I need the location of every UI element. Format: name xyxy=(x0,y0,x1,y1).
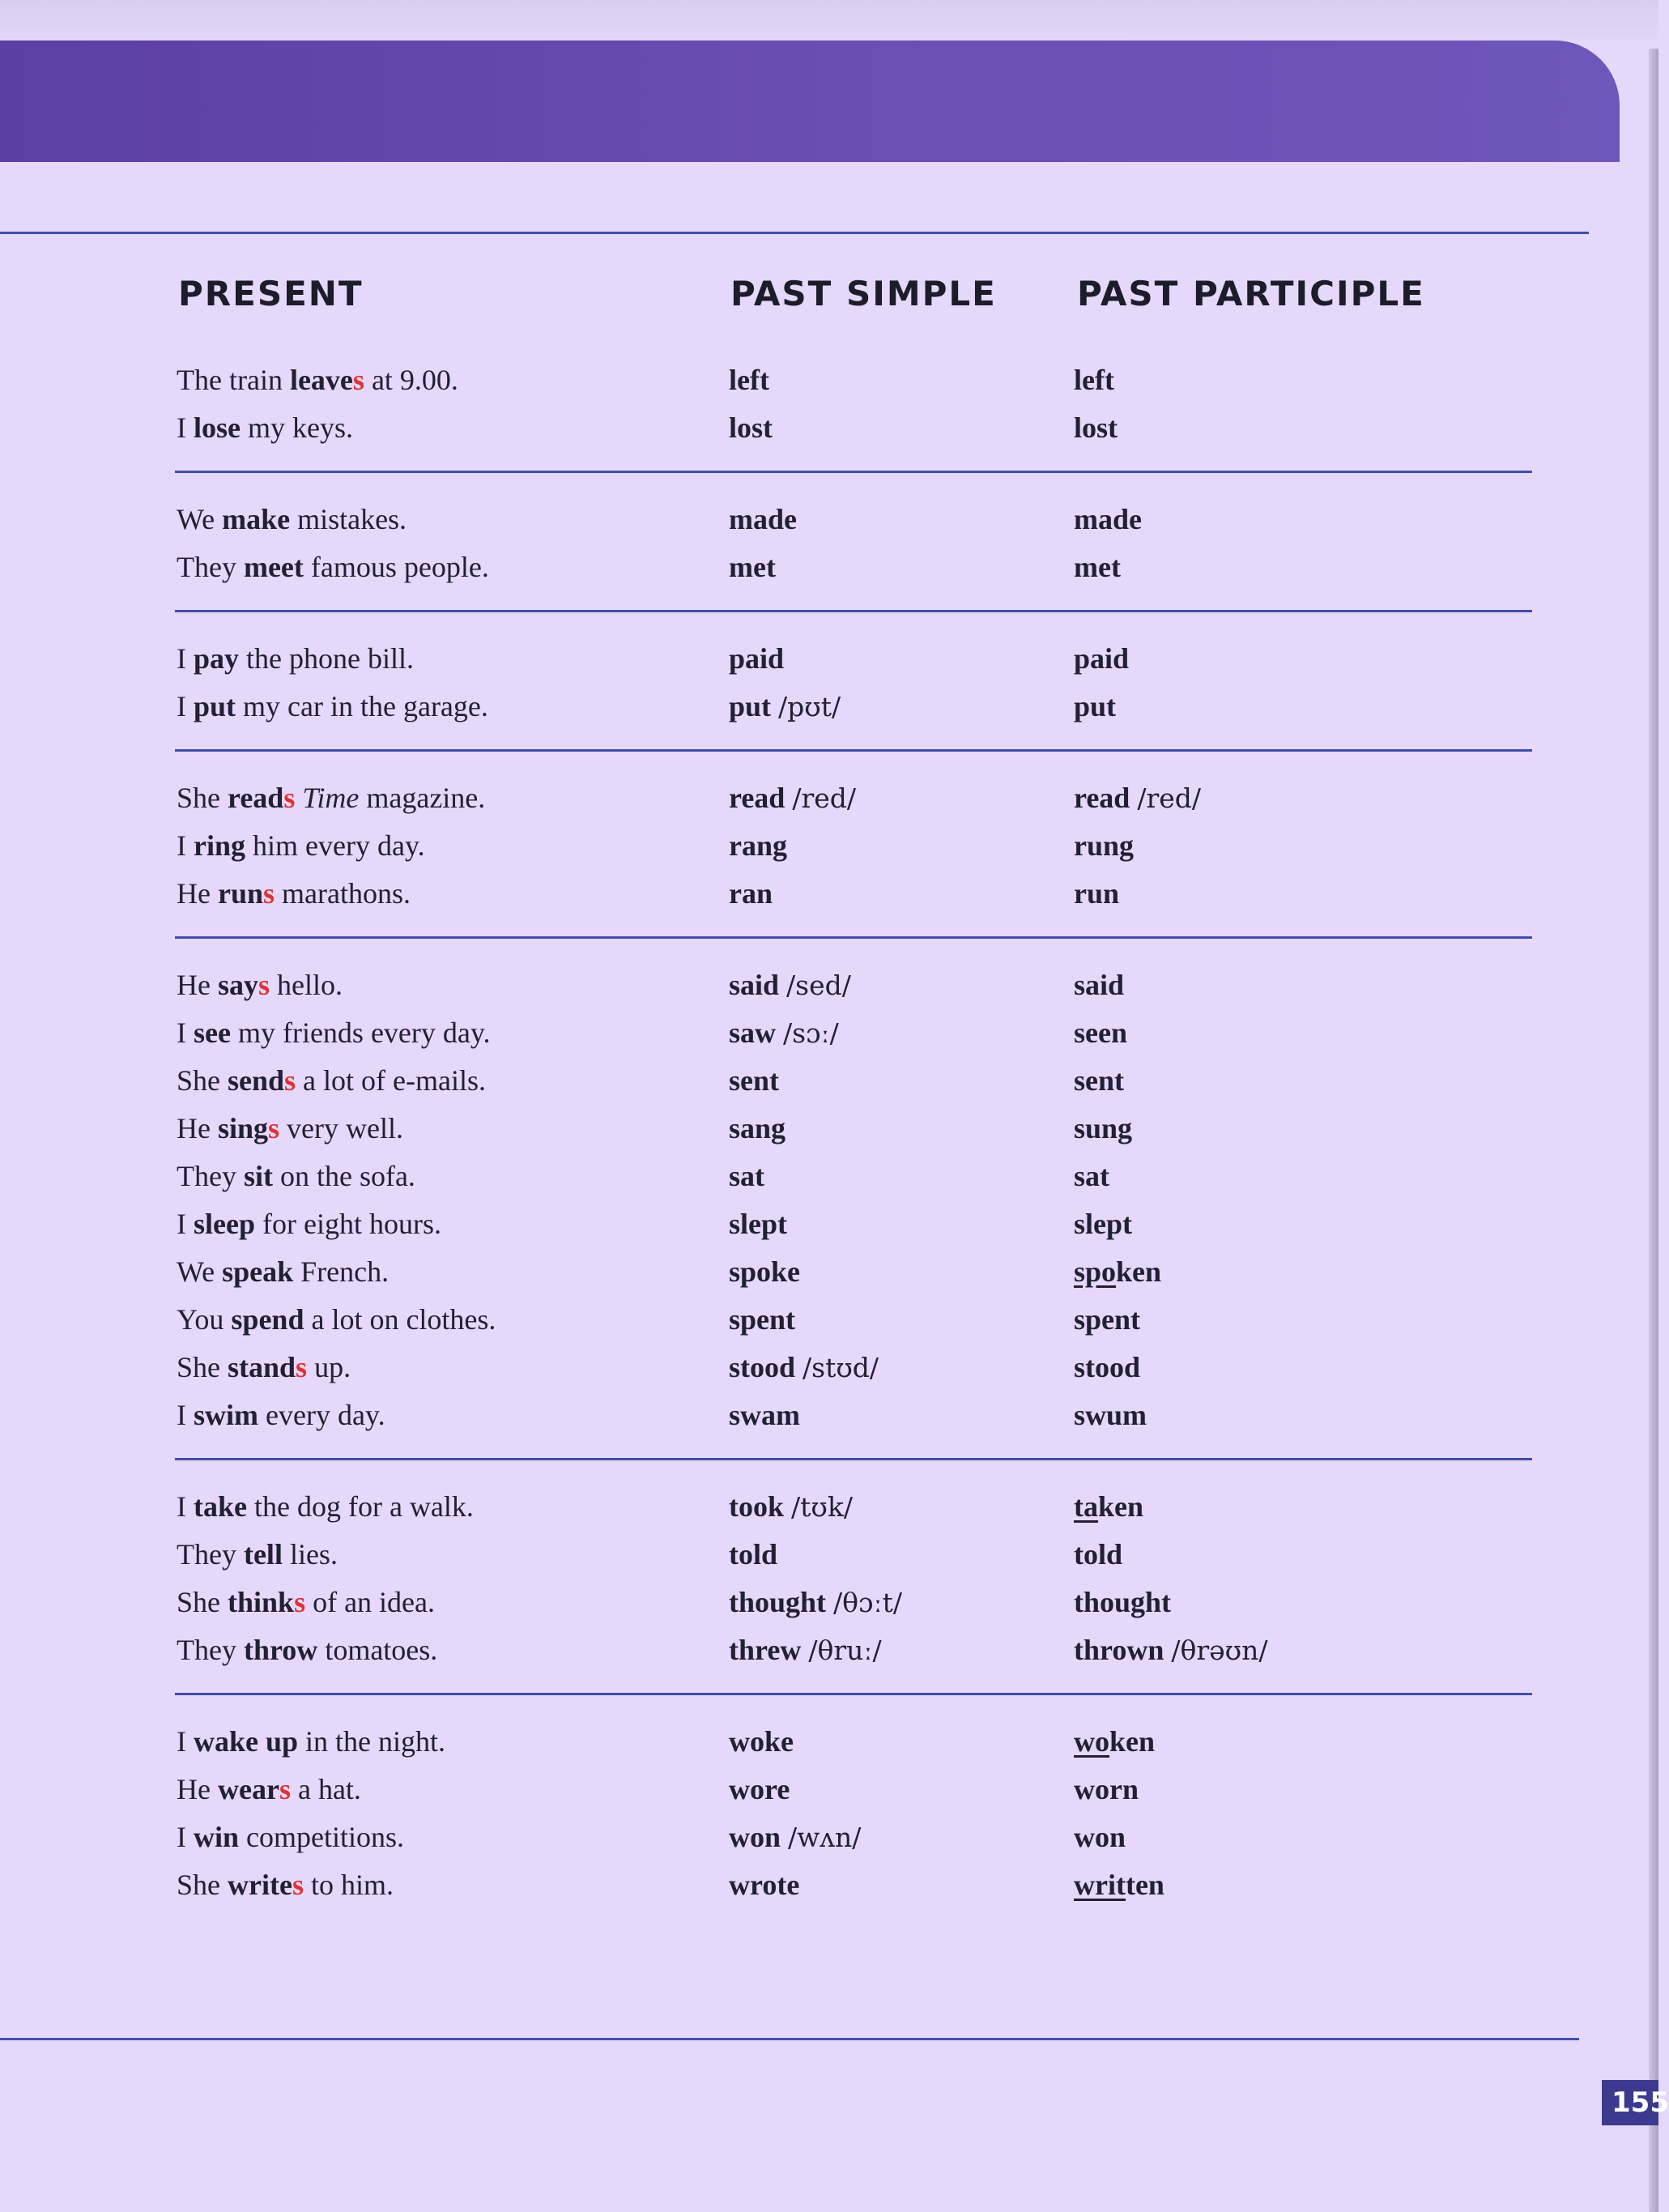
table-row xyxy=(0,1579,1539,1626)
past-simple-cell xyxy=(729,1009,839,1057)
past-simple-cell xyxy=(729,870,773,918)
sentence-subject: He xyxy=(177,969,218,1001)
past-simple-cell xyxy=(729,1344,879,1392)
past-simple-form: spoke xyxy=(729,1255,801,1288)
verb-base: run xyxy=(217,877,264,910)
verb-base: wake up xyxy=(194,1725,299,1758)
past-participle-form: read xyxy=(1074,782,1130,814)
sentence-subject: We xyxy=(177,1255,223,1288)
table-row xyxy=(0,1626,1539,1674)
present-sentence xyxy=(177,1296,496,1344)
past-participle-cell xyxy=(1074,683,1116,731)
past-participle-cell xyxy=(1074,1392,1147,1439)
past-participle-cell xyxy=(1074,1861,1164,1909)
past-simple-cell xyxy=(729,1718,794,1766)
present-sentence xyxy=(177,404,353,452)
past-simple-form: told xyxy=(729,1538,778,1571)
table-row xyxy=(0,1153,1539,1200)
past-participle-cell xyxy=(1074,1531,1122,1579)
past-simple-pronunciation: /wʌn/ xyxy=(788,1822,862,1853)
verb-base: say xyxy=(217,969,258,1001)
third-person-s: s xyxy=(283,782,296,814)
verb-group xyxy=(0,356,1539,473)
past-participle-cell xyxy=(1074,404,1118,452)
sentence-rest: up. xyxy=(307,1351,351,1383)
past-simple-form: thought xyxy=(729,1586,827,1618)
past-participle-form: ken xyxy=(1098,1490,1144,1523)
verb-base: ring xyxy=(194,829,246,862)
past-participle-cell xyxy=(1074,543,1121,591)
sentence-subject: She xyxy=(177,1064,228,1097)
table-row xyxy=(0,404,1539,452)
present-sentence xyxy=(177,1766,361,1813)
sentence-rest: in the night. xyxy=(298,1725,446,1758)
past-simple-cell xyxy=(729,1861,799,1909)
past-simple-cell xyxy=(729,356,769,404)
past-participle-form: left xyxy=(1074,364,1114,396)
sentence-rest: for eight hours. xyxy=(255,1208,441,1240)
past-participle-form: thought xyxy=(1074,1586,1172,1618)
sentence-subject: I xyxy=(177,1821,194,1853)
past-participle-form: ten xyxy=(1125,1869,1164,1901)
present-sentence xyxy=(177,683,488,731)
present-sentence xyxy=(177,961,343,1009)
column-headers xyxy=(0,274,1539,322)
table-row xyxy=(0,543,1539,591)
table-row xyxy=(0,822,1539,870)
sentence-rest: to him. xyxy=(303,1869,394,1901)
sentence-subject: I xyxy=(177,1016,194,1049)
sentence-rest: magazine. xyxy=(359,782,486,814)
page-number: 155 xyxy=(1602,2080,1658,2125)
verb-base: stand xyxy=(228,1351,296,1383)
bottom-rule xyxy=(0,2038,1579,2040)
past-simple-form: rang xyxy=(729,829,787,862)
sentence-rest: famous people. xyxy=(303,551,489,583)
past-simple-cell xyxy=(729,1483,853,1531)
past-participle-pronunciation: /red/ xyxy=(1137,782,1201,814)
table-row xyxy=(0,1296,1539,1344)
sentence-subject: The train xyxy=(177,364,290,396)
past-simple-form: woke xyxy=(729,1725,794,1758)
past-participle-cell xyxy=(1074,1813,1126,1861)
sentence-subject: I xyxy=(177,690,194,722)
past-simple-cell xyxy=(729,961,851,1009)
verb-base: meet xyxy=(243,551,304,583)
present-sentence xyxy=(177,1009,491,1057)
present-sentence xyxy=(177,1813,404,1861)
past-simple-form: read xyxy=(729,782,786,814)
sentence-rest: a hat. xyxy=(290,1773,361,1805)
past-simple-cell xyxy=(729,635,784,683)
past-simple-pronunciation: /pʊt/ xyxy=(778,691,841,722)
page-top-edge xyxy=(0,0,1658,40)
past-simple-cell xyxy=(729,1813,861,1861)
past-participle-cell xyxy=(1074,1009,1127,1057)
past-simple-cell xyxy=(729,822,787,870)
sentence-subject: I xyxy=(177,1399,194,1431)
present-sentence xyxy=(177,496,407,543)
past-simple-form: paid xyxy=(729,642,785,675)
past-participle-form: won xyxy=(1074,1821,1126,1853)
present-sentence xyxy=(177,635,414,683)
past-simple-cell xyxy=(729,774,856,822)
third-person-s: s xyxy=(292,1869,304,1901)
verb-group xyxy=(0,1718,1539,1930)
past-simple-pronunciation: /θruː/ xyxy=(808,1634,882,1666)
past-participle-form: thrown xyxy=(1074,1634,1164,1666)
past-participle-form: swum xyxy=(1074,1399,1147,1431)
stress-underline: wo xyxy=(1074,1725,1109,1758)
present-sentence xyxy=(177,1483,474,1531)
sentence-subject: I xyxy=(177,1490,194,1523)
past-participle-cell xyxy=(1074,1766,1139,1813)
table-row xyxy=(0,1392,1539,1439)
third-person-s: s xyxy=(352,364,364,396)
header-past-participle: PAST PARTICIPLE xyxy=(1077,274,1425,313)
table-row xyxy=(0,1766,1539,1813)
verb-group xyxy=(0,1483,1539,1695)
sentence-subject: I xyxy=(177,1725,194,1758)
past-participle-cell xyxy=(1074,1200,1132,1248)
present-sentence xyxy=(177,543,489,591)
past-simple-form: lost xyxy=(729,411,773,444)
verb-base: sit xyxy=(243,1160,273,1192)
third-person-s: s xyxy=(284,1064,296,1097)
past-participle-form: sent xyxy=(1074,1064,1124,1097)
third-person-s: s xyxy=(279,1773,291,1805)
table-row xyxy=(0,1105,1539,1153)
present-sentence xyxy=(177,1344,351,1392)
past-participle-form: run xyxy=(1074,877,1120,910)
verb-base: write xyxy=(228,1869,292,1901)
past-simple-cell xyxy=(729,404,773,452)
header-past-simple: PAST SIMPLE xyxy=(730,274,997,313)
present-sentence xyxy=(177,1531,338,1579)
past-simple-form: threw xyxy=(729,1634,802,1666)
sentence-subject: They xyxy=(177,551,244,583)
present-sentence xyxy=(177,1861,394,1909)
sentence-subject: He xyxy=(177,877,218,910)
past-participle-form: paid xyxy=(1074,642,1130,675)
present-sentence xyxy=(177,1392,385,1439)
stress-underline: ta xyxy=(1074,1490,1098,1523)
verb-base: sing xyxy=(217,1112,269,1144)
sentence-rest: my keys. xyxy=(241,411,353,444)
verb-base: speak xyxy=(222,1255,294,1288)
past-participle-cell xyxy=(1074,1105,1132,1153)
past-participle-form: spent xyxy=(1074,1303,1141,1336)
verb-group xyxy=(0,961,1539,1460)
past-participle-form: worn xyxy=(1074,1773,1139,1805)
sentence-rest: marathons. xyxy=(275,877,411,910)
past-simple-cell xyxy=(729,1248,800,1296)
past-participle-form: put xyxy=(1074,690,1117,722)
past-participle-form: ken xyxy=(1109,1725,1156,1758)
past-simple-form: said xyxy=(729,969,780,1001)
verb-base: throw xyxy=(243,1634,318,1666)
past-participle-pronunciation: /θrəʊn/ xyxy=(1171,1634,1268,1666)
past-simple-pronunciation: /red/ xyxy=(792,782,856,814)
top-rule xyxy=(0,232,1589,234)
table-row xyxy=(0,1248,1539,1296)
page-gutter xyxy=(1649,49,1658,2212)
past-simple-form: left xyxy=(729,364,769,396)
table-row xyxy=(0,1344,1539,1392)
sentence-subject: They xyxy=(177,1634,244,1666)
sentence-rest: very well. xyxy=(279,1112,403,1144)
sentence-title: Time xyxy=(302,782,360,814)
present-sentence xyxy=(177,822,425,870)
table-row xyxy=(0,1009,1539,1057)
past-participle-form: sat xyxy=(1074,1160,1109,1192)
past-simple-form: took xyxy=(729,1490,785,1523)
past-simple-cell xyxy=(729,1392,800,1439)
past-simple-cell xyxy=(729,1626,882,1674)
table-row xyxy=(0,1057,1539,1105)
past-simple-cell xyxy=(729,1057,779,1105)
past-participle-cell xyxy=(1074,870,1119,918)
verb-base: see xyxy=(194,1016,231,1049)
past-participle-cell xyxy=(1074,1579,1171,1626)
table-row xyxy=(0,870,1539,918)
verb-base: leave xyxy=(289,364,353,396)
past-simple-cell xyxy=(729,1153,764,1200)
table-row xyxy=(0,356,1539,404)
sentence-rest: of an idea. xyxy=(305,1586,436,1618)
sentence-rest: on the sofa. xyxy=(272,1160,415,1192)
table-row xyxy=(0,774,1539,822)
past-participle-cell xyxy=(1074,356,1114,404)
past-participle-cell xyxy=(1074,1248,1161,1296)
verb-base: swim xyxy=(194,1399,258,1431)
present-sentence xyxy=(177,1248,389,1296)
verb-base: tell xyxy=(243,1538,283,1571)
table-row xyxy=(0,1531,1539,1579)
sentence-subject: You xyxy=(177,1303,232,1336)
present-sentence xyxy=(177,356,458,404)
past-simple-cell xyxy=(729,1766,790,1813)
sentence-rest: every day. xyxy=(258,1399,385,1431)
present-sentence xyxy=(177,1200,441,1248)
verb-base: read xyxy=(228,782,284,814)
past-simple-cell xyxy=(729,1296,795,1344)
sentence-subject: He xyxy=(177,1773,218,1805)
third-person-s: s xyxy=(258,969,270,1001)
verb-base: spend xyxy=(231,1303,304,1336)
sentence-subject: I xyxy=(177,411,194,444)
past-simple-form: put xyxy=(729,690,772,722)
table-row xyxy=(0,1718,1539,1766)
sentence-subject: She xyxy=(177,1869,228,1901)
past-simple-form: sang xyxy=(729,1112,786,1144)
sentence-rest: at 9.00. xyxy=(364,364,458,396)
verb-base: make xyxy=(222,503,291,535)
past-participle-cell xyxy=(1074,1057,1124,1105)
past-participle-cell xyxy=(1074,1153,1109,1200)
stress-underline: writ xyxy=(1074,1869,1126,1901)
sentence-rest: my friends every day. xyxy=(230,1016,491,1049)
past-participle-form: stood xyxy=(1074,1351,1141,1383)
past-simple-pronunciation: /sed/ xyxy=(786,970,851,1001)
table-row xyxy=(0,635,1539,683)
past-simple-form: saw xyxy=(729,1016,777,1049)
sentence-subject: She xyxy=(177,1351,228,1383)
past-participle-form: lost xyxy=(1074,411,1118,444)
verb-base: send xyxy=(228,1064,285,1097)
past-simple-cell xyxy=(729,1579,902,1626)
past-participle-cell xyxy=(1074,1626,1268,1674)
verb-base: lose xyxy=(194,411,241,444)
verb-base: think xyxy=(228,1586,295,1618)
past-simple-form: slept xyxy=(729,1208,787,1240)
sentence-subject: I xyxy=(177,1208,194,1240)
past-participle-cell xyxy=(1074,1718,1155,1766)
past-participle-cell xyxy=(1074,774,1201,822)
present-sentence xyxy=(177,1579,435,1626)
sentence-rest: hello. xyxy=(270,969,343,1001)
verb-base: take xyxy=(194,1490,247,1523)
past-simple-form: sent xyxy=(729,1064,779,1097)
past-participle-form: slept xyxy=(1074,1208,1132,1240)
past-participle-cell xyxy=(1074,496,1142,543)
past-simple-form: sat xyxy=(729,1160,764,1192)
past-simple-form: swam xyxy=(729,1399,800,1431)
verb-base: sleep xyxy=(194,1208,255,1240)
past-participle-form: met xyxy=(1074,551,1121,583)
verb-base: pay xyxy=(194,642,240,675)
table-row xyxy=(0,1483,1539,1531)
verb-base: win xyxy=(194,1821,240,1853)
third-person-s: s xyxy=(296,1351,308,1383)
sentence-rest: French. xyxy=(293,1255,390,1288)
past-participle-cell xyxy=(1074,1344,1140,1392)
past-simple-cell xyxy=(729,543,776,591)
stress-underline: spo xyxy=(1074,1255,1117,1288)
past-participle-cell xyxy=(1074,1296,1140,1344)
present-sentence xyxy=(177,1626,437,1674)
present-sentence xyxy=(177,1105,403,1153)
past-participle-form: made xyxy=(1074,503,1142,535)
past-simple-form: met xyxy=(729,551,776,583)
past-participle-form: ken xyxy=(1116,1255,1162,1288)
past-participle-cell xyxy=(1074,1483,1143,1531)
present-sentence xyxy=(177,774,485,822)
past-simple-pronunciation: /tʊk/ xyxy=(791,1491,853,1523)
sentence-rest: lies. xyxy=(282,1538,338,1571)
past-participle-form: said xyxy=(1074,969,1125,1001)
past-participle-cell xyxy=(1074,822,1134,870)
sentence-subject: They xyxy=(177,1538,244,1571)
verb-group xyxy=(0,496,1539,612)
past-participle-form: sung xyxy=(1074,1112,1133,1144)
sentence-rest: the dog for a walk. xyxy=(247,1490,474,1523)
sentence-subject: She xyxy=(177,782,228,814)
past-simple-pronunciation: /θɔːt/ xyxy=(833,1587,903,1618)
sentence-rest: him every day. xyxy=(245,829,425,862)
table-row xyxy=(0,496,1539,543)
past-simple-cell xyxy=(729,683,841,731)
past-participle-form: rung xyxy=(1074,829,1135,862)
present-sentence xyxy=(177,1057,486,1105)
sentence-rest: a lot of e-mails. xyxy=(296,1064,486,1097)
past-simple-form: wrote xyxy=(729,1869,800,1901)
verb-base: put xyxy=(194,690,236,722)
past-simple-cell xyxy=(729,1200,787,1248)
sentence-rest: the phone bill. xyxy=(239,642,414,675)
past-participle-form: seen xyxy=(1074,1016,1127,1049)
sentence-rest: tomatoes. xyxy=(317,1634,438,1666)
third-person-s: s xyxy=(294,1586,306,1618)
sentence-subject: He xyxy=(177,1112,218,1144)
table-row xyxy=(0,1861,1539,1909)
past-simple-form: stood xyxy=(729,1351,796,1383)
sentence-rest: competitions. xyxy=(239,1821,405,1853)
sentence-rest: mistakes. xyxy=(290,503,407,535)
past-simple-pronunciation: /stʊd/ xyxy=(803,1352,879,1383)
past-simple-form: won xyxy=(729,1821,781,1853)
verb-group xyxy=(0,635,1539,752)
sentence-rest: a lot on clothes. xyxy=(304,1303,496,1336)
past-participle-cell xyxy=(1074,961,1124,1009)
verb-base: wear xyxy=(217,1773,279,1805)
past-simple-form: spent xyxy=(729,1303,796,1336)
past-simple-form: made xyxy=(729,503,797,535)
past-simple-form: wore xyxy=(729,1773,790,1805)
past-simple-pronunciation: /sɔː/ xyxy=(783,1017,839,1049)
header-banner xyxy=(0,40,1620,162)
past-participle-cell xyxy=(1074,635,1129,683)
present-sentence xyxy=(177,1153,415,1200)
table-row xyxy=(0,961,1539,1009)
sentence-subject: She xyxy=(177,1586,228,1618)
table-row xyxy=(0,683,1539,731)
past-participle-form: told xyxy=(1074,1538,1123,1571)
sentence-rest: my car in the garage. xyxy=(236,690,488,722)
past-simple-form: ran xyxy=(729,877,773,910)
present-sentence xyxy=(177,870,411,918)
sentence-subject: I xyxy=(177,642,194,675)
sentence-subject: I xyxy=(177,829,194,862)
third-person-s: s xyxy=(268,1112,280,1144)
header-present: PRESENT xyxy=(178,274,364,313)
third-person-s: s xyxy=(263,877,275,910)
past-simple-cell xyxy=(729,1105,786,1153)
past-simple-cell xyxy=(729,496,797,543)
verb-table xyxy=(0,356,1539,1953)
past-simple-cell xyxy=(729,1531,777,1579)
table-row xyxy=(0,1813,1539,1861)
present-sentence xyxy=(177,1718,445,1766)
sentence-subject: We xyxy=(177,503,223,535)
sentence-subject: They xyxy=(177,1160,244,1192)
table-row xyxy=(0,1200,1539,1248)
verb-group xyxy=(0,774,1539,939)
